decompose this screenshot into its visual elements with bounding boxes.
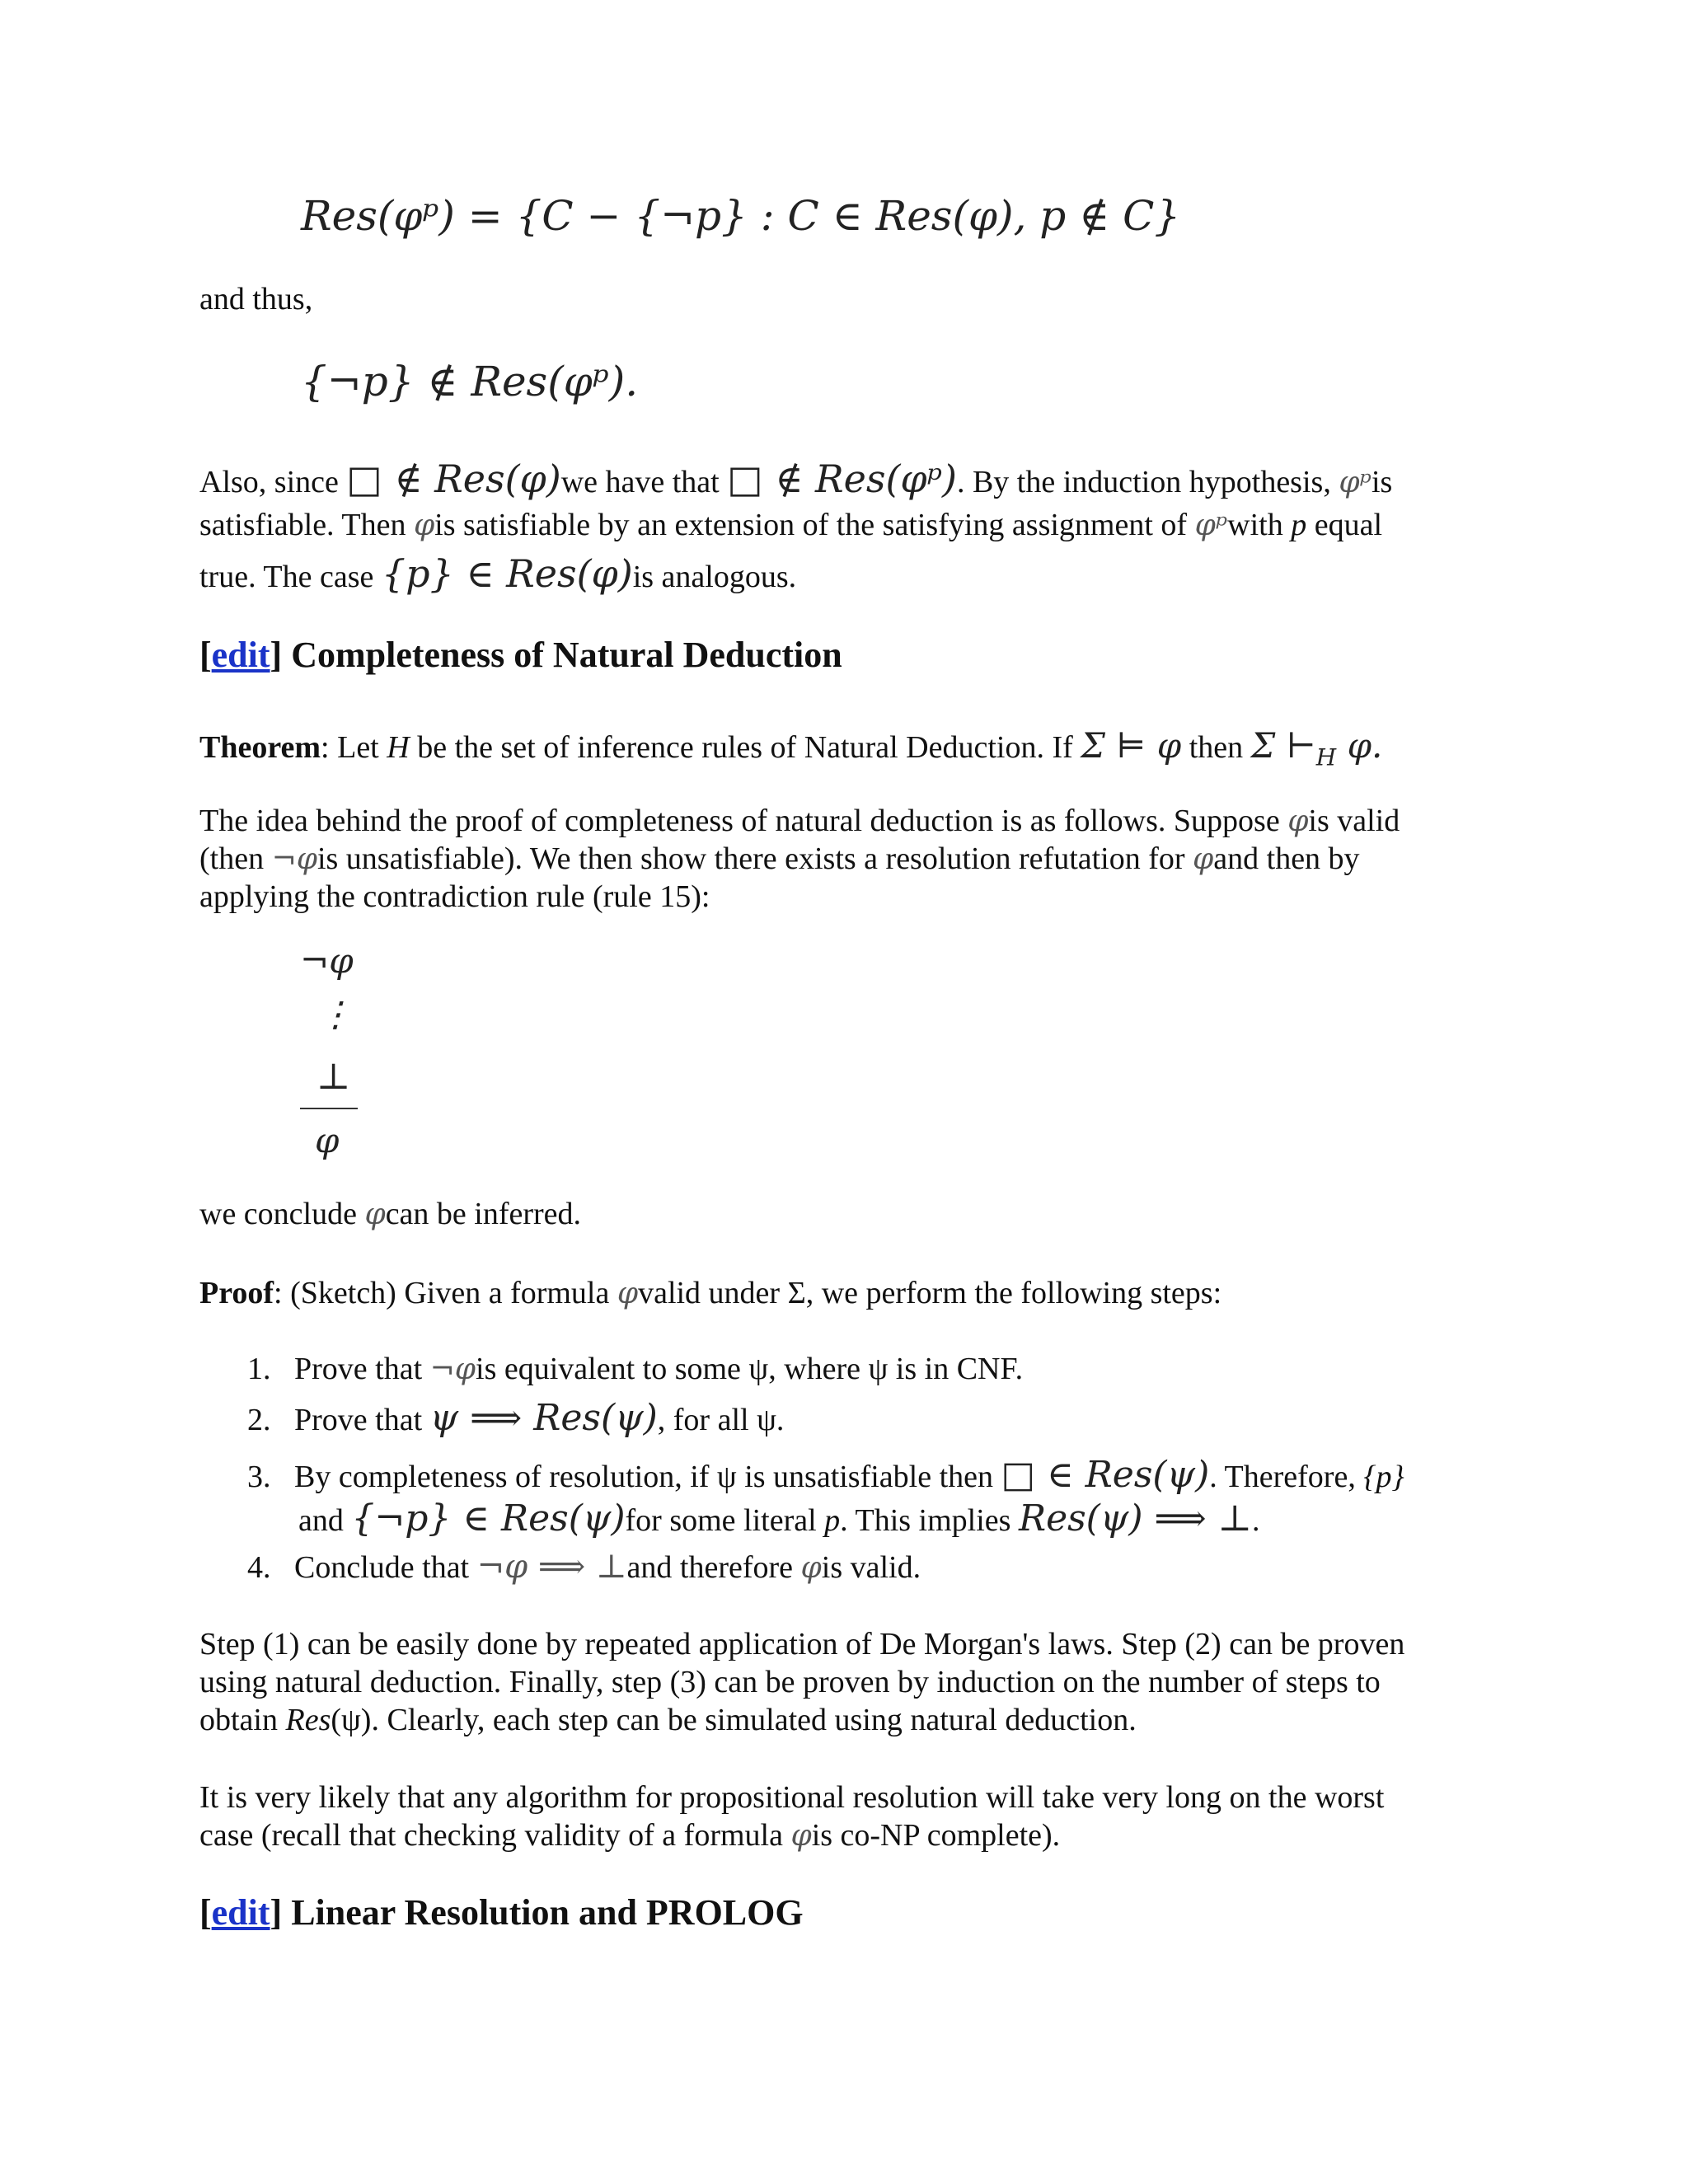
step-4: 4. Conclude that ¬φ ⟹ ⊥and therefore φis valid. [247, 1548, 921, 1586]
also-paragraph-line1: Also, since □ ∉ Res(φ)we have that □ ∉ Res(φᵖ). By the induction hypothesis, φᵖis [199, 457, 1393, 501]
proof-line: Proof: (Sketch) Given a formula φvalid under Σ, we perform the following steps: [199, 1276, 1222, 1310]
also-paragraph-line3: true. The case {p} ∈ Res(φ)is analogous. [199, 551, 797, 596]
derivation-rule [300, 1108, 358, 1109]
derivation-dots: ⋮ [318, 994, 353, 1034]
theorem-paragraph: Theorem: Let H be the set of inference rules of Natural Deduction. If Σ ⊨ φ then Σ $⊢_H$ φ. [199, 725, 1383, 771]
conclude-line: we conclude φcan be inferred. [199, 1197, 582, 1231]
likely-paragraph-line2: case (recall that checking validity of a formula φis co-NP complete). [199, 1818, 1061, 1853]
formula-neg-p: {¬p} ∉ Res(φᵖ). [301, 358, 639, 405]
step-paragraph-line1: Step (1) can be easily done by repeated application of De Morgan's laws. Step (2) can be proven [199, 1627, 1405, 1661]
derivation-top: ¬φ [300, 940, 354, 981]
section-title: Linear Resolution and PROLOG [291, 1892, 804, 1933]
likely-paragraph-line1: It is very likely that any algorithm for propositional resolution will take very long on the worst [199, 1780, 1385, 1815]
section-heading-linear-resolution: [edit] Linear Resolution and PROLOG [199, 1892, 804, 1933]
step-paragraph-line3: obtain Res(ψ). Clearly, each step can be simulated using natural deduction. [199, 1703, 1137, 1737]
idea-paragraph-line1: The idea behind the proof of completeness of natural deduction is as follows. Suppose φis valid [199, 804, 1400, 838]
and-thus-text: and thus, [199, 282, 313, 316]
idea-paragraph-line2: (then ¬φis unsatisfiable). We then show there exists a resolution refutation for φand then by [199, 841, 1360, 876]
step-3-line2: and {¬p} ∈ Res(ψ)for some literal p. This implies Res(ψ) ⟹ ⊥. [298, 1497, 1260, 1540]
step-1: 1. Prove that ¬φis equivalent to some ψ, where ψ is in CNF. [247, 1352, 1024, 1386]
derivation-bottom: ⊥ [316, 1056, 351, 1098]
section-title: Completeness of Natural Deduction [291, 635, 842, 675]
also-paragraph-line2: satisfiable. Then φis satisfiable by an extension of the satisfying assignment of φᵖwith p equal [199, 508, 1383, 542]
idea-paragraph-line3: applying the contradiction rule (rule 15): [199, 879, 710, 914]
edit-link[interactable]: edit [211, 635, 270, 675]
derivation-conclusion: φ [315, 1120, 340, 1160]
step-2: 2. Prove that ψ ⟹ Res(ψ), for all ψ. [247, 1397, 785, 1439]
formula-res-phi-p: Res(φᵖ) = {C − {¬p} : C ∈ Res(φ), p ∉ C} [301, 192, 1181, 240]
step-paragraph-line2: using natural deduction. Finally, step (3) can be proven by induction on the number of steps to [199, 1665, 1381, 1699]
step-3-line1: 3. By completeness of resolution, if ψ is unsatisfiable then □ ∈ Res(ψ). Therefore, {p} [247, 1454, 1404, 1496]
section-heading-completeness: [edit] Completeness of Natural Deduction [199, 635, 842, 675]
edit-link[interactable]: edit [211, 1892, 270, 1933]
